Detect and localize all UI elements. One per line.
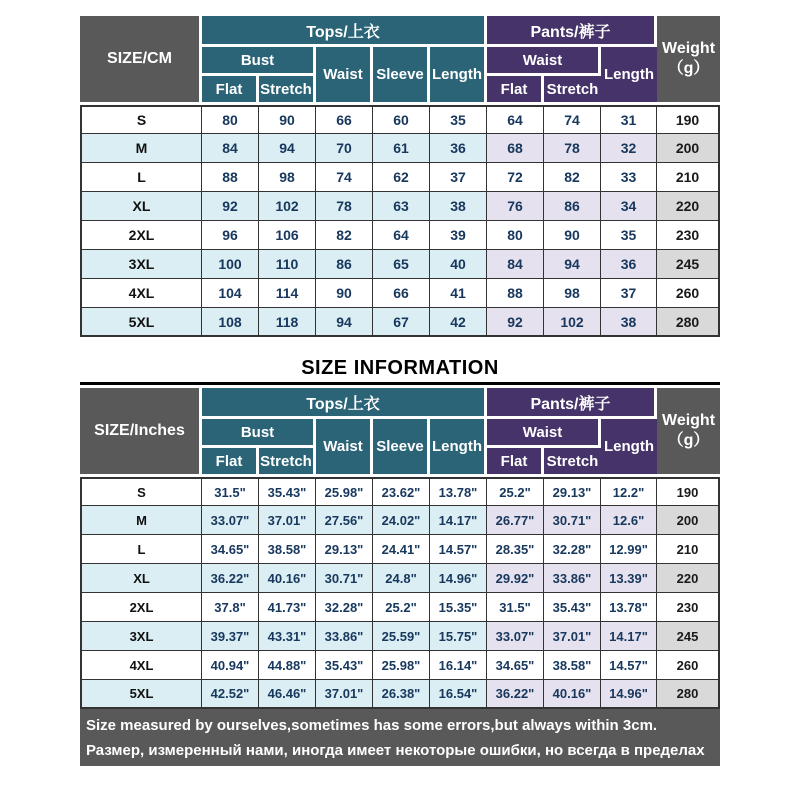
value-cell: 102 bbox=[259, 192, 316, 221]
table-row bbox=[80, 535, 720, 564]
corner-label-inches: SIZE/Inches bbox=[80, 388, 202, 477]
value-cell: 86 bbox=[544, 192, 601, 221]
weight-label: Weight bbox=[662, 412, 716, 429]
value-cell: 16.54" bbox=[430, 680, 487, 709]
value-cell: 38 bbox=[430, 192, 487, 221]
value-cell: 46.46" bbox=[259, 680, 316, 709]
value-cell: 98 bbox=[259, 163, 316, 192]
value-cell: 42.52" bbox=[202, 680, 259, 709]
value-cell: 92 bbox=[487, 308, 544, 337]
value-cell: 62 bbox=[373, 163, 430, 192]
value-cell: 108 bbox=[202, 308, 259, 337]
value-cell: 94 bbox=[544, 250, 601, 279]
value-cell: 43.31" bbox=[259, 622, 316, 651]
value-cell: 25.59" bbox=[373, 622, 430, 651]
table-row bbox=[80, 192, 720, 221]
value-cell: 94 bbox=[316, 308, 373, 337]
value-cell: 60 bbox=[373, 105, 430, 134]
measurement-note bbox=[80, 709, 720, 784]
corner-label-cm: SIZE/CM bbox=[80, 16, 202, 105]
size-label: XL bbox=[80, 192, 202, 221]
header-pants-waist: Waist bbox=[487, 47, 601, 76]
size-label: 3XL bbox=[80, 622, 202, 651]
value-cell: 36.22" bbox=[202, 564, 259, 593]
value-cell: 84 bbox=[487, 250, 544, 279]
size-label: 2XL bbox=[80, 221, 202, 250]
value-cell: 31.5" bbox=[202, 477, 259, 506]
value-cell: 25.98" bbox=[316, 477, 373, 506]
header-sleeve: Sleeve bbox=[373, 47, 430, 105]
value-cell: 245 bbox=[657, 622, 720, 651]
table-row bbox=[80, 506, 720, 535]
size-label: S bbox=[80, 105, 202, 134]
value-cell: 72 bbox=[487, 163, 544, 192]
value-cell: 15.35" bbox=[430, 593, 487, 622]
value-cell: 66 bbox=[373, 279, 430, 308]
value-cell: 280 bbox=[657, 308, 720, 337]
table-row bbox=[80, 651, 720, 680]
size-chart-sheet bbox=[80, 16, 720, 784]
value-cell: 114 bbox=[259, 279, 316, 308]
header-pants-group: Pants/裤子 bbox=[487, 388, 657, 419]
value-cell: 33.86" bbox=[316, 622, 373, 651]
header-pants-length: Length bbox=[601, 419, 657, 477]
header-pants-flat: Flat bbox=[487, 448, 544, 477]
header-weight bbox=[657, 16, 720, 105]
value-cell: 34.65" bbox=[202, 535, 259, 564]
value-cell: 190 bbox=[657, 105, 720, 134]
value-cell: 38 bbox=[601, 308, 657, 337]
value-cell: 27.56" bbox=[316, 506, 373, 535]
value-cell: 230 bbox=[657, 593, 720, 622]
value-cell: 220 bbox=[657, 564, 720, 593]
value-cell: 24.8" bbox=[373, 564, 430, 593]
value-cell: 14.96" bbox=[601, 680, 657, 709]
value-cell: 42 bbox=[430, 308, 487, 337]
size-label: 2XL bbox=[80, 593, 202, 622]
value-cell: 13.39" bbox=[601, 564, 657, 593]
value-cell: 12.99" bbox=[601, 535, 657, 564]
value-cell: 84 bbox=[202, 134, 259, 163]
value-cell: 34 bbox=[601, 192, 657, 221]
size-label: L bbox=[80, 163, 202, 192]
value-cell: 65 bbox=[373, 250, 430, 279]
header-pants-waist: Waist bbox=[487, 419, 601, 448]
value-cell: 80 bbox=[202, 105, 259, 134]
table-row bbox=[80, 250, 720, 279]
value-cell: 64 bbox=[487, 105, 544, 134]
table-row bbox=[80, 308, 720, 337]
header-bust-flat: Flat bbox=[202, 76, 259, 105]
size-label: 4XL bbox=[80, 279, 202, 308]
value-cell: 40.94" bbox=[202, 651, 259, 680]
value-cell: 41.73" bbox=[259, 593, 316, 622]
value-cell: 280 bbox=[657, 680, 720, 709]
table-row bbox=[80, 163, 720, 192]
value-cell: 78 bbox=[316, 192, 373, 221]
size-table-cm bbox=[80, 16, 720, 337]
header-bust: Bust bbox=[202, 47, 316, 76]
size-label: 3XL bbox=[80, 250, 202, 279]
table-row bbox=[80, 622, 720, 651]
size-label: S bbox=[80, 477, 202, 506]
value-cell: 35.43" bbox=[259, 477, 316, 506]
header-weight bbox=[657, 388, 720, 477]
value-cell: 37.01" bbox=[259, 506, 316, 535]
value-cell: 15.75" bbox=[430, 622, 487, 651]
value-cell: 29.13" bbox=[544, 477, 601, 506]
value-cell: 38.58" bbox=[544, 651, 601, 680]
value-cell: 39.37" bbox=[202, 622, 259, 651]
value-cell: 110 bbox=[259, 250, 316, 279]
value-cell: 104 bbox=[202, 279, 259, 308]
value-cell: 230 bbox=[657, 221, 720, 250]
value-cell: 36 bbox=[601, 250, 657, 279]
value-cell: 40.16" bbox=[544, 680, 601, 709]
table-row bbox=[80, 593, 720, 622]
value-cell: 13.78" bbox=[601, 593, 657, 622]
value-cell: 32.28" bbox=[316, 593, 373, 622]
value-cell: 14.96" bbox=[430, 564, 487, 593]
header-length: Length bbox=[430, 47, 487, 105]
value-cell: 32.28" bbox=[544, 535, 601, 564]
value-cell: 88 bbox=[487, 279, 544, 308]
size-label: M bbox=[80, 134, 202, 163]
value-cell: 210 bbox=[657, 535, 720, 564]
value-cell: 190 bbox=[657, 477, 720, 506]
header-waist: Waist bbox=[316, 47, 373, 105]
measurement-note-ru: Размер, измеренный нами, иногда имеет некоторые ошибки, но всегда в пределах 3 см. bbox=[86, 742, 705, 784]
value-cell: 61 bbox=[373, 134, 430, 163]
value-cell: 76 bbox=[487, 192, 544, 221]
measurement-note-en: Size measured by ourselves,sometimes has some errors,but always within 3cm. bbox=[86, 717, 658, 734]
value-cell: 35 bbox=[430, 105, 487, 134]
value-cell: 102 bbox=[544, 308, 601, 337]
value-cell: 88 bbox=[202, 163, 259, 192]
header-pants-length: Length bbox=[601, 47, 657, 105]
header-tops-group: Tops/上衣 bbox=[202, 388, 487, 419]
value-cell: 31 bbox=[601, 105, 657, 134]
value-cell: 36.22" bbox=[487, 680, 544, 709]
size-label: L bbox=[80, 535, 202, 564]
value-cell: 64 bbox=[373, 221, 430, 250]
value-cell: 28.35" bbox=[487, 535, 544, 564]
header-pants-group: Pants/裤子 bbox=[487, 16, 657, 47]
value-cell: 90 bbox=[316, 279, 373, 308]
value-cell: 23.62" bbox=[373, 477, 430, 506]
value-cell: 25.2" bbox=[373, 593, 430, 622]
header-sleeve: Sleeve bbox=[373, 419, 430, 477]
value-cell: 14.57" bbox=[601, 651, 657, 680]
value-cell: 33.86" bbox=[544, 564, 601, 593]
value-cell: 67 bbox=[373, 308, 430, 337]
table-row bbox=[80, 279, 720, 308]
value-cell: 35 bbox=[601, 221, 657, 250]
weight-unit: （g） bbox=[667, 432, 710, 449]
value-cell: 66 bbox=[316, 105, 373, 134]
value-cell: 82 bbox=[316, 221, 373, 250]
header-bust: Bust bbox=[202, 419, 316, 448]
value-cell: 36 bbox=[430, 134, 487, 163]
value-cell: 33.07" bbox=[202, 506, 259, 535]
size-label: 4XL bbox=[80, 651, 202, 680]
value-cell: 14.17" bbox=[430, 506, 487, 535]
value-cell: 44.88" bbox=[259, 651, 316, 680]
value-cell: 90 bbox=[259, 105, 316, 134]
value-cell: 41 bbox=[430, 279, 487, 308]
value-cell: 34.65" bbox=[487, 651, 544, 680]
value-cell: 260 bbox=[657, 651, 720, 680]
value-cell: 30.71" bbox=[316, 564, 373, 593]
value-cell: 30.71" bbox=[544, 506, 601, 535]
size-label: 5XL bbox=[80, 308, 202, 337]
value-cell: 40 bbox=[430, 250, 487, 279]
page-title: SIZE INFORMATION bbox=[301, 357, 499, 379]
value-cell: 200 bbox=[657, 134, 720, 163]
value-cell: 63 bbox=[373, 192, 430, 221]
value-cell: 260 bbox=[657, 279, 720, 308]
value-cell: 92 bbox=[202, 192, 259, 221]
title-divider bbox=[80, 382, 720, 385]
value-cell: 118 bbox=[259, 308, 316, 337]
value-cell: 24.02" bbox=[373, 506, 430, 535]
value-cell: 37 bbox=[430, 163, 487, 192]
value-cell: 74 bbox=[544, 105, 601, 134]
value-cell: 14.57" bbox=[430, 535, 487, 564]
value-cell: 14.17" bbox=[601, 622, 657, 651]
header-bust-flat: Flat bbox=[202, 448, 259, 477]
weight-unit: （g） bbox=[667, 60, 710, 77]
value-cell: 98 bbox=[544, 279, 601, 308]
value-cell: 13.78" bbox=[430, 477, 487, 506]
header-waist: Waist bbox=[316, 419, 373, 477]
table-body-cm bbox=[80, 105, 720, 337]
table-body-inches bbox=[80, 477, 720, 709]
value-cell: 39 bbox=[430, 221, 487, 250]
value-cell: 80 bbox=[487, 221, 544, 250]
size-table-inches bbox=[80, 388, 720, 709]
value-cell: 220 bbox=[657, 192, 720, 221]
table-row bbox=[80, 564, 720, 593]
value-cell: 37.01" bbox=[544, 622, 601, 651]
value-cell: 37.8" bbox=[202, 593, 259, 622]
value-cell: 70 bbox=[316, 134, 373, 163]
value-cell: 33.07" bbox=[487, 622, 544, 651]
value-cell: 32 bbox=[601, 134, 657, 163]
size-label: 5XL bbox=[80, 680, 202, 709]
value-cell: 29.92" bbox=[487, 564, 544, 593]
value-cell: 35.43" bbox=[316, 651, 373, 680]
value-cell: 96 bbox=[202, 221, 259, 250]
value-cell: 37 bbox=[601, 279, 657, 308]
header-bust-stretch: Stretch bbox=[259, 448, 316, 477]
value-cell: 94 bbox=[259, 134, 316, 163]
value-cell: 35.43" bbox=[544, 593, 601, 622]
table-row bbox=[80, 105, 720, 134]
weight-label: Weight bbox=[662, 40, 716, 57]
size-label: XL bbox=[80, 564, 202, 593]
value-cell: 31.5" bbox=[487, 593, 544, 622]
header-pants-stretch: Stretch bbox=[544, 76, 601, 105]
value-cell: 100 bbox=[202, 250, 259, 279]
value-cell: 78 bbox=[544, 134, 601, 163]
value-cell: 74 bbox=[316, 163, 373, 192]
value-cell: 68 bbox=[487, 134, 544, 163]
value-cell: 38.58" bbox=[259, 535, 316, 564]
value-cell: 26.38" bbox=[373, 680, 430, 709]
value-cell: 12.6" bbox=[601, 506, 657, 535]
table-row bbox=[80, 680, 720, 709]
header-bust-stretch: Stretch bbox=[259, 76, 316, 105]
value-cell: 245 bbox=[657, 250, 720, 279]
value-cell: 25.2" bbox=[487, 477, 544, 506]
table-row bbox=[80, 477, 720, 506]
value-cell: 29.13" bbox=[316, 535, 373, 564]
value-cell: 40.16" bbox=[259, 564, 316, 593]
header-pants-flat: Flat bbox=[487, 76, 544, 105]
value-cell: 25.98" bbox=[373, 651, 430, 680]
table-row bbox=[80, 221, 720, 250]
value-cell: 86 bbox=[316, 250, 373, 279]
value-cell: 24.41" bbox=[373, 535, 430, 564]
size-label: M bbox=[80, 506, 202, 535]
value-cell: 90 bbox=[544, 221, 601, 250]
value-cell: 33 bbox=[601, 163, 657, 192]
table-row bbox=[80, 134, 720, 163]
value-cell: 106 bbox=[259, 221, 316, 250]
header-tops-group: Tops/上衣 bbox=[202, 16, 487, 47]
value-cell: 12.2" bbox=[601, 477, 657, 506]
header-pants-stretch: Stretch bbox=[544, 448, 601, 477]
value-cell: 16.14" bbox=[430, 651, 487, 680]
value-cell: 37.01" bbox=[316, 680, 373, 709]
value-cell: 26.77" bbox=[487, 506, 544, 535]
value-cell: 200 bbox=[657, 506, 720, 535]
value-cell: 210 bbox=[657, 163, 720, 192]
header-length: Length bbox=[430, 419, 487, 477]
value-cell: 82 bbox=[544, 163, 601, 192]
